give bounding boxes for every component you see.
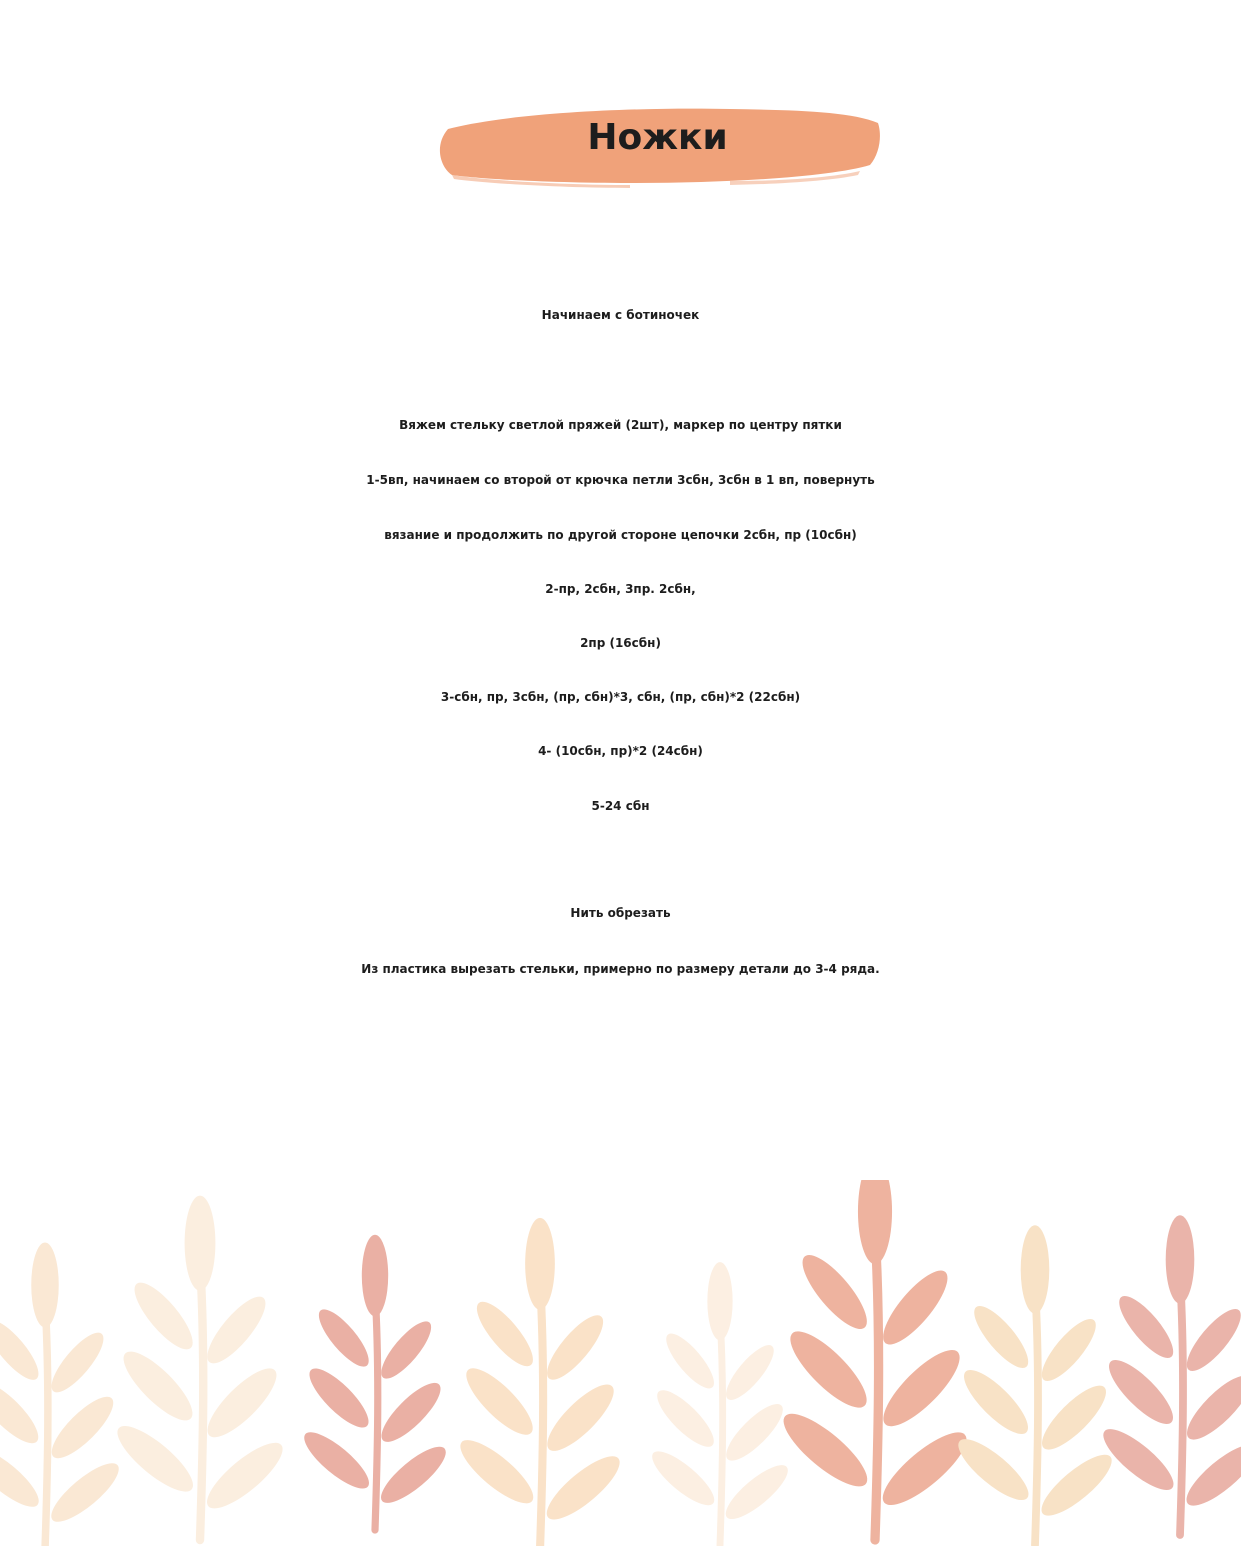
leaf-branch	[645, 1262, 795, 1545]
row-line: 3-сбн, пр, 3сбн, (пр, сбн)*3, сбн, (пр, сбн)*2 (22сбн)	[440, 690, 801, 704]
leaf-branch	[950, 1225, 1119, 1545]
leaf-decoration	[0, 1180, 1241, 1546]
row-line: 5-24 сбн	[591, 799, 650, 813]
note-line: Из пластика вырезать стельки, примерно по размеру детали до 3-4 ряда.	[361, 962, 880, 976]
intro-heading: Начинаем с ботиночек	[541, 308, 700, 322]
row-line: 2-пр, 2сбн, 3пр. 2сбн,	[545, 582, 696, 596]
row-line: 1-5вп, начинаем со второй от крючка петли 3сбн, 3сбн в 1 вп, повернуть	[366, 473, 875, 487]
leaf-branch	[109, 1196, 291, 1540]
row-line: 2пр (16сбн)	[580, 636, 661, 650]
leaf-branch	[774, 1180, 976, 1540]
row-line: 4- (10сбн, пр)*2 (24сбн)	[538, 744, 703, 758]
leaf-branch	[0, 1243, 126, 1546]
leaf-branch	[1095, 1215, 1241, 1535]
finish-heading: Нить обрезать	[570, 906, 671, 920]
title-banner	[430, 95, 885, 195]
row-line: вязание и продолжить по другой стороне цепочки 2сбн, пр (10сбн)	[384, 528, 857, 542]
leaf-branch	[297, 1235, 453, 1530]
page-title: Ножки	[587, 117, 728, 158]
leaf-branch	[452, 1218, 628, 1546]
row-line: Вяжем стельку светлой пряжей (2шт), маркер по центру пятки	[399, 418, 842, 432]
